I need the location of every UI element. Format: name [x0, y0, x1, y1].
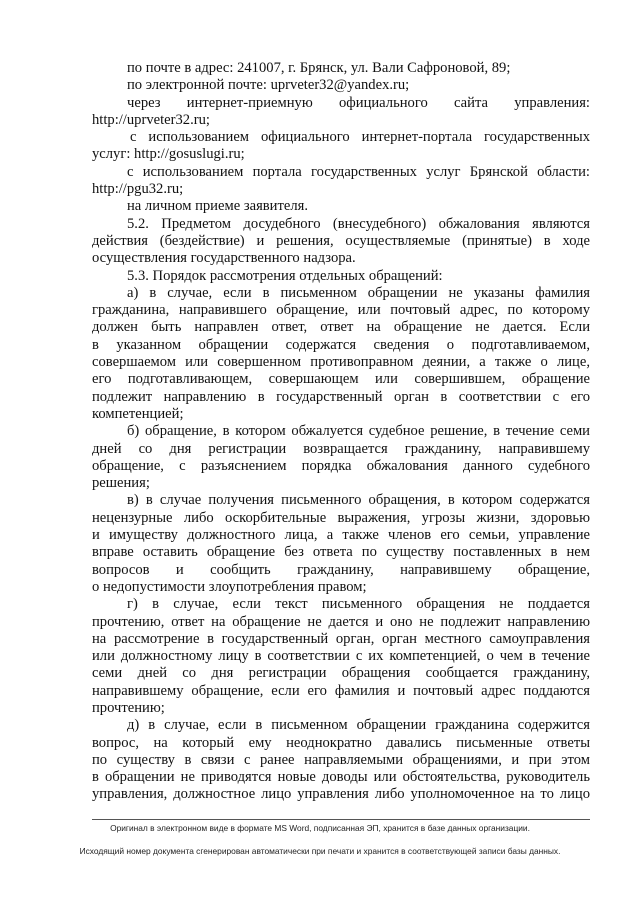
- text-line: вопрос, на который ему неоднократно давались письменные ответы: [92, 734, 590, 751]
- text-line: в) в случае получения письменного обращения, в котором содержатся: [127, 492, 590, 509]
- text-line: б) обращение, в котором обжалуется судебное решение, в течение семи: [127, 423, 590, 440]
- text-line: услуг: http://gosuslugi.ru;: [92, 146, 245, 163]
- text-line: прочтению;: [92, 699, 165, 716]
- text-line: с использованием портала государственных услуг Брянской области:: [127, 163, 590, 180]
- text-line: вправе оставить обращение без ответа по существу поставленных в нем: [92, 544, 590, 561]
- text-line: или должностному лицу в соответствии с их компетенцией, о чем в течение: [92, 648, 590, 665]
- text-line: обращение, с разъяснением порядка обжалования данного судебного: [92, 457, 590, 474]
- text-line: по почте в адрес: 241007, г. Брянск, ул. Вали Сафроновой, 89;: [127, 60, 511, 76]
- text-line: осуществления государственного надзора.: [92, 250, 356, 267]
- text-line: и имуществу должностного лица, а также членов его семьи, управление: [92, 527, 590, 544]
- text-line: 5.2. Предметом досудебного (внесудебного) обжалования являются: [127, 215, 590, 232]
- text-line: о недопустимости злоупотребления правом;: [92, 578, 367, 595]
- footer-note-original: Оригинал в электронном виде в формате MS Word, подписанная ЭП, хранится в базе данных организации.: [110, 823, 530, 833]
- text-line: его подготавливающем, совершающем или совершившем, обращение: [92, 371, 590, 388]
- text-line: 5.3. Порядок рассмотрения отдельных обращений:: [127, 267, 443, 284]
- text-line: прочтению, ответ на обращение не дается и оно не подлежит направлению: [92, 613, 590, 630]
- text-line: г) в случае, если текст письменного обращения не поддается: [127, 596, 590, 613]
- footer-divider: [92, 819, 590, 820]
- text-line: а) в случае, если в письменном обращении не указаны фамилия: [127, 284, 590, 301]
- text-line: д) в случае, если в письменном обращении гражданина содержится: [127, 717, 590, 734]
- text-line: совершаемом или совершенном противоправном деянии, а также о лице,: [92, 354, 590, 371]
- text-line: управления, должностное лицо управления либо уполномоченное на то лицо: [92, 786, 590, 803]
- text-line: вопросов и сообщить гражданину, направившему обращение,: [92, 561, 590, 578]
- text-line: по существу в связи с ранее направляемыми обращениями, и при этом: [92, 751, 590, 768]
- document-body: [92, 60, 590, 804]
- text-line: с использованием официального интернет-портала государственных: [130, 129, 590, 146]
- text-line: нецензурные либо оскорбительные выражения, угрозы жизни, здоровью: [92, 509, 590, 526]
- text-line: семи дней со дня регистрации обращения сообщается гражданину,: [92, 665, 590, 682]
- text-line: http://pgu32.ru;: [92, 181, 184, 198]
- text-line: http://uprveter32.ru;: [92, 111, 210, 128]
- text-line: дней со дня регистрации возвращается гражданину, направившему: [92, 440, 590, 457]
- text-line: по электронной почте: uprveter32@yandex.ru;: [127, 77, 410, 94]
- text-line: направившему обращение, если его фамилия и почтовый адрес поддаются: [92, 682, 590, 699]
- text-line: решения;: [92, 475, 150, 492]
- text-line: должен быть направлен ответ, ответ на обращение не дается. Если: [92, 319, 590, 336]
- text-line: на личном приеме заявителя.: [127, 198, 308, 215]
- footer-note-outgoing-number: Исходящий номер документа сгенерирован автоматически при печати и хранится в соответствующей записи базы данных.: [79, 846, 561, 856]
- text-line: действия (бездействие) и решения, осуществляемые (принятые) в ходе: [92, 232, 590, 249]
- text-line: компетенцией;: [92, 405, 184, 422]
- text-line: через интернет-приемную официального сайта управления:: [127, 94, 590, 111]
- text-line: гражданина, направившего обращение, или почтовый адрес, по которому: [92, 302, 590, 319]
- text-line: подлежит направлению в государственный орган в соответствии с его: [92, 388, 590, 405]
- text-line: на рассмотрение в государственный орган, орган местного самоуправления: [92, 630, 590, 647]
- text-line: в обращении не приводятся новые доводы или обстоятельства, руководитель: [92, 769, 590, 786]
- text-line: в указанном обращении содержатся сведения о подготавливаемом,: [92, 336, 590, 353]
